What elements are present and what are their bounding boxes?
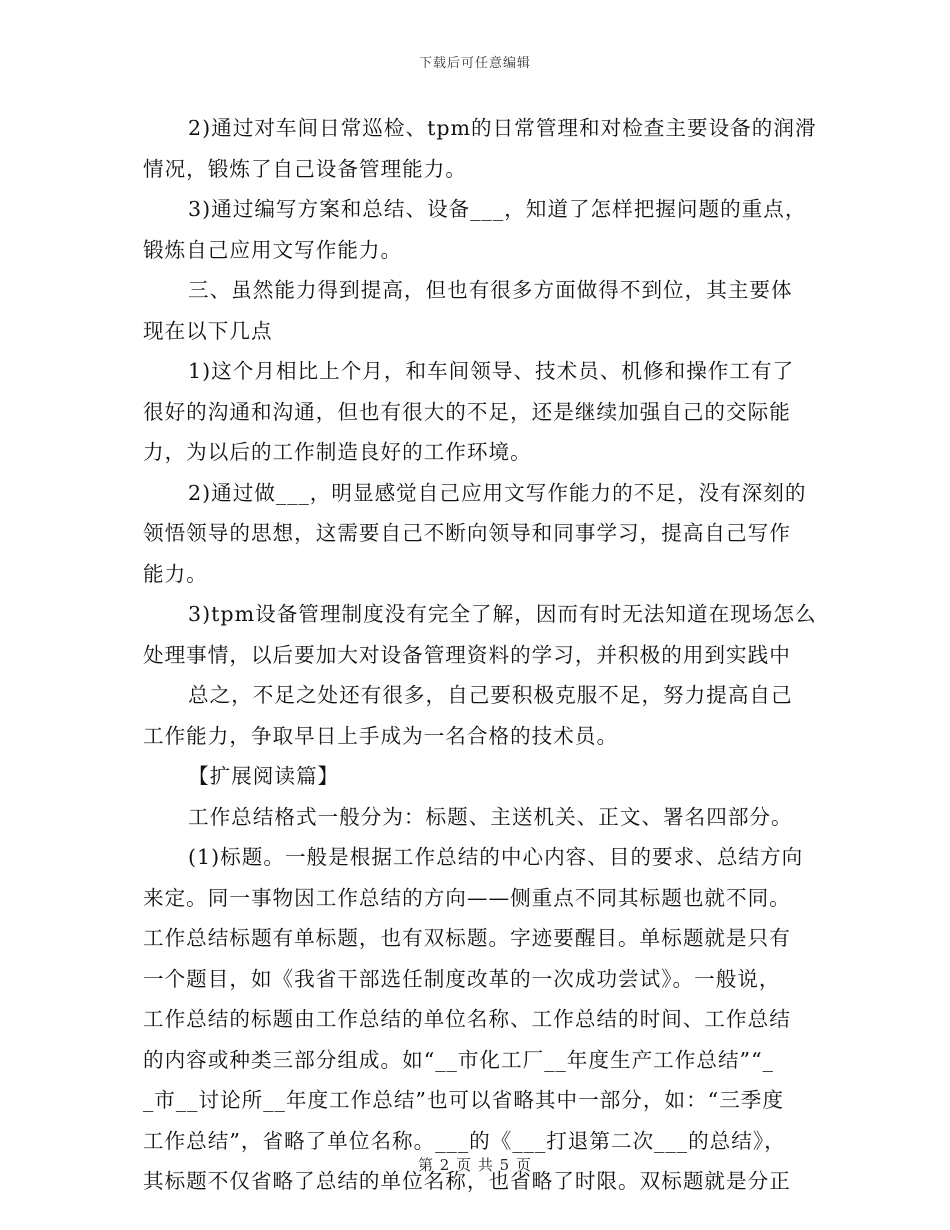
text-line: 一个题目，如《我省干部选任制度改革的一次成功尝试》。一般说，	[143, 966, 781, 991]
text-line: (1)标题。一般是根据工作总结的中心内容、目的要求、总结方向	[188, 845, 804, 869]
text-line: 总之，不足之处还有很多，自己要积极克服不足，努力提高自己	[188, 683, 793, 707]
text-line: 领悟领导的思想，这需要自己不断向领导和同事学习，提高自己写作	[143, 521, 791, 545]
text-line: 现在以下几点	[143, 318, 273, 343]
page-header: 下载后可任意编辑	[418, 56, 531, 71]
text-line: 2)通过对车间日常巡检、tpm的日常管理和对检查主要设备的润滑	[188, 116, 817, 140]
text-line: _市__讨论所__年度工作总结”也可以省略其中一部分，如：“三季度	[143, 1088, 784, 1112]
text-line: 力，为以后的工作制造良好的工作环境。	[143, 440, 532, 464]
page-footer: 第 2 页 共 5 页	[418, 1156, 532, 1174]
text-line: 处理事情，以后要加大对设备管理资料的学习，并积极的用到实践中	[143, 642, 791, 667]
text-line: 【扩展阅读篇】	[188, 764, 340, 788]
text-line: 3)通过编写方案和总结、设备___，知道了怎样把握问题的重点，	[188, 197, 807, 221]
text-line: 工作总结标题有单标题，也有双标题。字迹要醒目。单标题就是只有	[143, 926, 791, 950]
text-line: 工作总结格式一般分为：标题、主送机关、正文、署名四部分。	[188, 804, 793, 829]
text-line: 能力。	[143, 561, 208, 586]
text-line: 来定。同一事物因工作总结的方向——侧重点不同其标题也就不同。	[143, 885, 791, 910]
text-line: 的内容或种类三部分组成。如“__市化工厂__年度生产工作总结”“_	[143, 1047, 774, 1072]
text-line: 很好的沟通和沟通，但也有很大的不足，还是继续加强自己的交际能	[143, 399, 791, 424]
text-line: 2)通过做___，明显感觉自己应用文写作能力的不足，没有深刻的	[188, 480, 807, 505]
text-line: 工作总结”，省略了单位名称。___的《___打退第二次___的总结》，	[143, 1128, 786, 1153]
text-line: 三、虽然能力得到提高，但也有很多方面做得不到位，其主要体	[188, 278, 793, 302]
text-line: 3)tpm设备管理制度没有完全了解，因而有时无法知道在现场怎么	[188, 602, 817, 626]
text-line: 锻炼自己应用文写作能力。	[143, 237, 403, 262]
document-body	[143, 108, 817, 1202]
text-line: 1)这个月相比上个月，和车间领导、技术员、机修和操作工有了	[188, 359, 795, 383]
text-line: 工作能力，争取早日上手成为一名合格的技术员。	[143, 723, 619, 748]
text-line: 工作总结的标题由工作总结的单位名称、工作总结的时间、工作总结	[143, 1007, 791, 1031]
text-line: 情况，锻炼了自己设备管理能力。	[143, 156, 467, 181]
text-line: 其标题不仅省略了总结的单位名称，也省略了时限。双标题就是分正	[143, 1169, 791, 1193]
